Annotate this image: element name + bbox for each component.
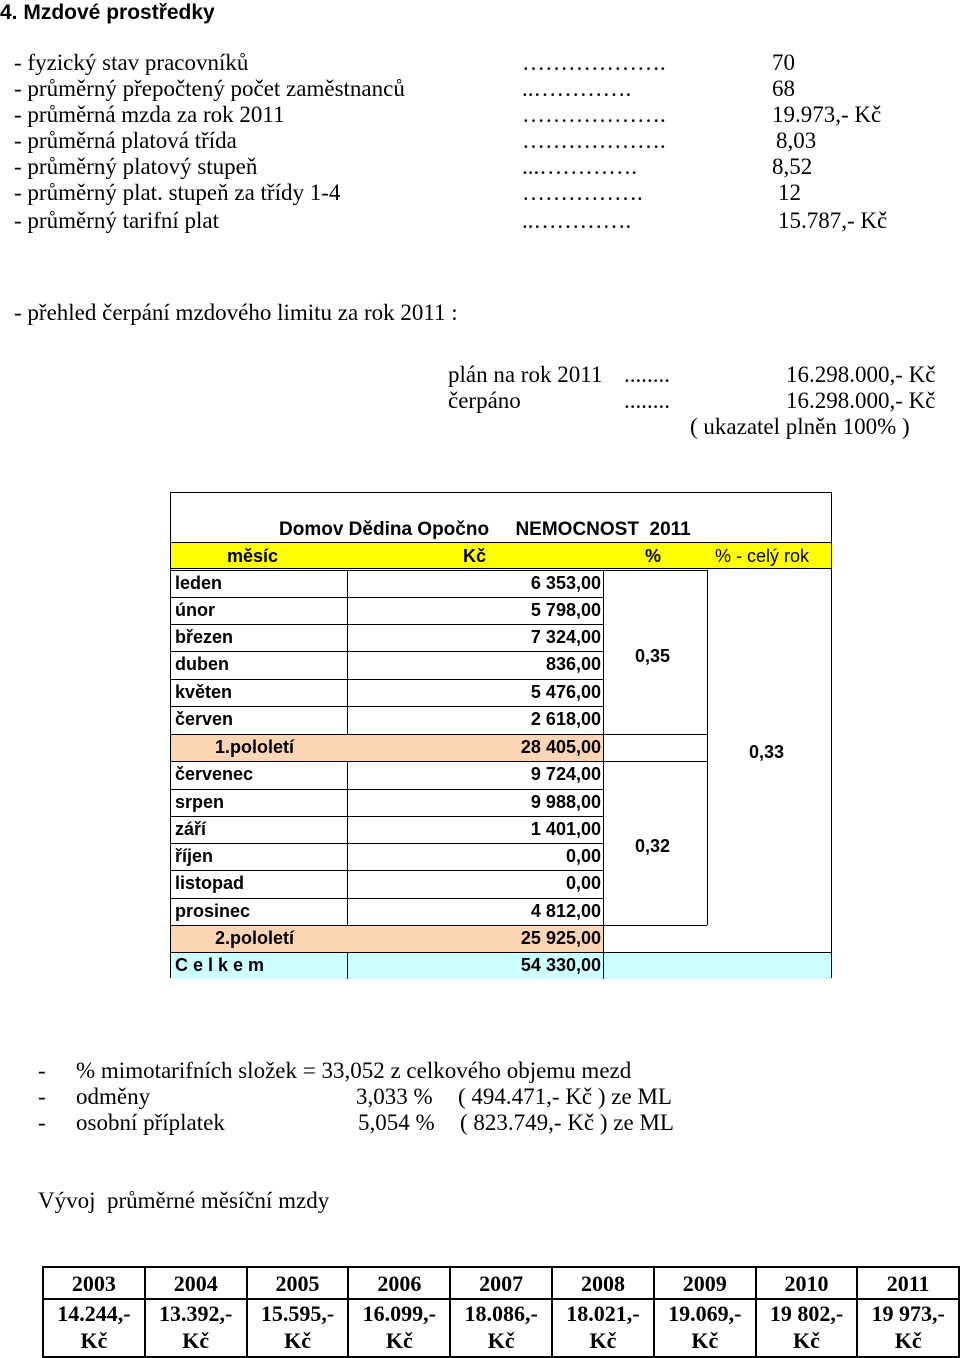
row-value: 0,00 (565, 873, 601, 893)
year-cell: 2006 (348, 1267, 450, 1299)
wage-currency: Kč (894, 1328, 922, 1353)
sickness-header-row (171, 542, 831, 569)
stat-label: - fyzický stav pracovníků (14, 50, 249, 75)
grid-line (171, 843, 603, 844)
row-label: únor (175, 600, 215, 620)
wage-amount: 18.021,- (566, 1301, 640, 1326)
stat-dots: ...…………. (522, 154, 637, 179)
table-row (171, 570, 603, 597)
row-value: 9 988,00 (530, 792, 601, 812)
extra-label: osobní příplatek (76, 1110, 225, 1135)
year-cell: 2010 (756, 1267, 858, 1299)
row-value: 28 405,00 (520, 737, 601, 757)
wage-amount: 16.099,- (362, 1301, 436, 1326)
table-row (171, 679, 603, 706)
header-pct-year: % - celý rok (715, 546, 810, 566)
extra-dash: - (38, 1084, 46, 1109)
wage-amount: 14.244,- (57, 1301, 131, 1326)
row-value: 5 798,00 (530, 600, 601, 620)
row-value: 7 324,00 (530, 627, 601, 647)
sickness-title: Domov Dědina Opočno NEMOCNOST 2011 (279, 519, 691, 540)
table-row (171, 843, 603, 870)
plan-dots: ........ (624, 362, 670, 387)
wage-currency: Kč (80, 1328, 108, 1353)
wage-currency: Kč (691, 1328, 719, 1353)
wage-cell (756, 1299, 858, 1357)
stat-value: 70 (772, 50, 795, 75)
table-row (171, 597, 603, 624)
grid-line (171, 651, 603, 652)
header-month: měsíc (227, 546, 279, 566)
wage-cell (247, 1299, 349, 1357)
row-label: listopad (175, 873, 245, 893)
stat-label: - průměrná mzda za rok 2011 (14, 102, 285, 127)
grid-line (171, 925, 707, 926)
pct-h1: 0,35 (635, 646, 671, 666)
extra-dash: - (38, 1058, 46, 1083)
limit-heading: - přehled čerpání mzdového limitu za rok 2011 : (14, 300, 458, 325)
year-cell: 2011 (857, 1267, 959, 1299)
grid-line (171, 952, 831, 953)
wage-trend-title: Vývoj průměrné měsíční mzdy (38, 1188, 330, 1213)
grid-line (603, 570, 604, 979)
row-label: 1.pololetí (215, 737, 295, 757)
wage-cell (348, 1299, 450, 1357)
grid-line (171, 597, 603, 598)
year-cell: 2004 (145, 1267, 247, 1299)
row-value: 1 401,00 (530, 819, 601, 839)
row-value: 0,00 (565, 846, 601, 866)
wage-cell (145, 1299, 247, 1357)
wage-cell (450, 1299, 552, 1357)
stat-value: 19.973,- Kč (772, 102, 882, 127)
row-value: 6 353,00 (530, 573, 601, 593)
grid-line (347, 570, 348, 734)
stat-dots: ………………. (522, 50, 666, 75)
row-value: 25 925,00 (520, 928, 601, 948)
table-row (171, 898, 603, 925)
used-label: čerpáno (448, 388, 521, 413)
stat-label: - průměrný plat. stupeň za třídy 1-4 (14, 180, 341, 205)
stat-value: 8,03 (776, 128, 817, 153)
wage-cell (857, 1299, 959, 1357)
row-value: 2 618,00 (530, 709, 601, 729)
grid-line (171, 898, 603, 899)
extra-label: odměny (76, 1084, 151, 1109)
table-row (171, 761, 603, 788)
wage-amount: 18.086,- (464, 1301, 538, 1326)
wage-currency: Kč (284, 1328, 311, 1353)
stat-dots: ………………. (522, 102, 666, 127)
extra-label: % mimotarifních složek = 33,052 z celkového objemu mezd (76, 1058, 632, 1083)
row-label: květen (175, 682, 233, 702)
plan-label: plán na rok 2011 (448, 362, 603, 387)
grid-line (171, 624, 603, 625)
sickness-table (170, 492, 832, 978)
row-value: 9 724,00 (530, 764, 601, 784)
stat-value: 15.787,- Kč (778, 208, 888, 233)
wage-currency: Kč (182, 1328, 210, 1353)
row-value: 4 812,00 (530, 901, 601, 921)
wage-amount: 19 973,- (871, 1301, 945, 1326)
wage-amount: 13.392,- (159, 1301, 233, 1326)
grid-line (171, 816, 603, 817)
header-amount: Kč (463, 546, 487, 566)
row-label: 2.pololetí (215, 928, 295, 948)
used-dots: ........ (624, 388, 670, 413)
wage-currency: Kč (487, 1328, 515, 1353)
values-row (43, 1299, 959, 1357)
used-value: 16.298.000,- Kč (786, 388, 936, 413)
grid-line (171, 789, 603, 790)
stat-value: 68 (772, 76, 795, 101)
stat-value: 12 (778, 180, 801, 205)
wage-amount: 15.595,- (260, 1301, 335, 1326)
extra-pct: 5,054 % (358, 1110, 435, 1135)
row-label: červenec (175, 764, 254, 784)
stat-dots: ……………. (522, 180, 643, 205)
wage-cell (43, 1299, 145, 1357)
extra-detail: ( 823.749,- Kč ) ze ML (460, 1110, 674, 1135)
wage-amount: 19 802,- (769, 1301, 844, 1326)
wage-currency: Kč (589, 1328, 617, 1353)
stat-label: - průměrná platová třída (14, 128, 237, 153)
total-row (171, 952, 831, 979)
extra-pct: 3,033 % (356, 1084, 433, 1109)
section-heading: 4. Mzdové prostředky (0, 1, 215, 24)
stat-label: - průměrný tarifní plat (14, 208, 220, 233)
grid-line (171, 679, 603, 680)
row-label: prosinec (175, 901, 251, 921)
extra-dash: - (38, 1110, 46, 1135)
table-row (171, 870, 603, 897)
table-row (171, 816, 603, 843)
stat-dots: ..…………. (522, 76, 632, 101)
row-label: říjen (175, 846, 214, 866)
stat-dots: ..…………. (522, 208, 632, 233)
row-label: C e l k e m (175, 955, 265, 975)
wage-cell (654, 1299, 756, 1357)
grid-line (347, 952, 348, 979)
year-cell: 2008 (552, 1267, 654, 1299)
pct-year: 0,33 (749, 742, 785, 762)
halfyear-row (171, 734, 603, 761)
row-value: 836,00 (545, 654, 601, 674)
grid-line (171, 870, 603, 871)
row-value: 54 330,00 (520, 955, 601, 975)
grid-line (171, 734, 707, 735)
row-label: září (175, 819, 207, 839)
halfyear-row (171, 925, 603, 952)
table-row (171, 624, 603, 651)
year-cell: 2005 (247, 1267, 349, 1299)
grid-line (171, 706, 603, 707)
plan-value: 16.298.000,- Kč (786, 362, 936, 387)
row-label: duben (175, 654, 229, 674)
limit-note: ( ukazatel plněn 100% ) (690, 414, 910, 439)
wage-currency: Kč (793, 1328, 820, 1353)
years-row (43, 1267, 959, 1299)
year-cell: 2009 (654, 1267, 756, 1299)
row-label: leden (175, 573, 223, 593)
row-label: červen (175, 709, 234, 729)
row-label: březen (175, 627, 234, 647)
table-row (171, 706, 603, 733)
header-pct: % (645, 546, 662, 566)
grid-line (707, 570, 708, 925)
wage-cell (552, 1299, 654, 1357)
stat-label: - průměrný přepočtený počet zaměstnanců (14, 76, 405, 101)
year-cell: 2007 (450, 1267, 552, 1299)
grid-line (171, 570, 707, 571)
wage-currency: Kč (385, 1328, 413, 1353)
stat-dots: ………………. (522, 128, 666, 153)
wage-amount: 19.069,- (668, 1301, 742, 1326)
stat-value: 8,52 (772, 154, 813, 179)
stat-label: - průměrný platový stupeň (14, 154, 258, 179)
pct-h2: 0,32 (635, 836, 671, 856)
grid-line (171, 761, 707, 762)
row-value: 5 476,00 (530, 682, 601, 702)
table-row (171, 789, 603, 816)
extra-detail: ( 494.471,- Kč ) ze ML (458, 1084, 672, 1109)
year-cell: 2003 (43, 1267, 145, 1299)
row-label: srpen (175, 792, 225, 812)
table-row (171, 651, 603, 678)
wage-trend-table (42, 1266, 960, 1358)
